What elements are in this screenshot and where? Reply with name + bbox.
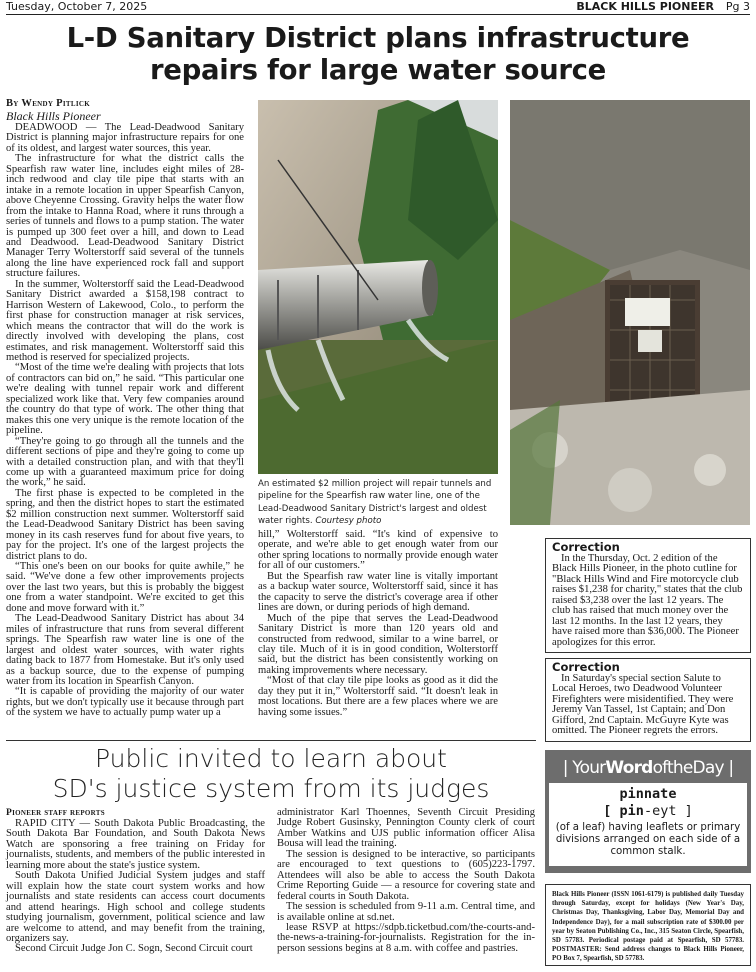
paragraph: South Dakota Unified Judicial System judges and staff will explain how the state court system works and how journalists and state residents can access court documents and attend hearings. High school and college students studying journalism, government, political science and law are welcome to attend, and may benefit from the training, organizers say.: [6, 870, 265, 944]
correction-title: Correction: [552, 540, 620, 554]
headline-line: Public invited to learn about: [95, 744, 447, 773]
paragraph: The session is designed to be interactive, so participants are encouraged to text questions to (605)223-1797. Attendees will also be able to access the South Dakota Crime Reporting Guide — a resource for covering state and federal courts in South Dakota.: [277, 848, 535, 902]
masthead-notice: Black Hills Pioneer (ISSN 1061-6179) is published daily Tuesday through Saturday, except for holidays (New Year's Day, Christmas Day, Thanksgiving, Labor Day, Memorial Day and Independence Day), for a mail subscription rate of $300.00 per year by Seaton Publishing Co., Inc., 315 Seaton Circle, Spearfish, SD 57783. Periodical postage paid at Spearfish, SD 57783. POSTMASTER: Send address changes to Black Hills Pioneer, PO Box 7, Spearfish, SD 57783.: [545, 884, 751, 966]
page-header: [6, 0, 750, 15]
story2-column-1: [6, 808, 265, 955]
title-part: Your: [572, 758, 606, 778]
pipeline-photo: [258, 100, 498, 474]
paragraph: The first phase is expected to be completed in the spring, and then the district hopes to start the estimated $2 million construction next summer. Wolterstorff said the Lead-Deadwood Sanitary District has been saving money in its cash reserves fund for about five years, to pay for the project. It's one of the largest projects the district plans to do.: [6, 487, 244, 562]
title-part: Word: [605, 758, 653, 778]
paragraph: hill,” Wolterstorff said. “It's kind of expensive to operate, and we're able to get enough water from our other spring locations to normally provide enough water for all of our customers.”: [258, 529, 498, 572]
pron-part: [: [603, 803, 620, 819]
byline-affiliation: Black Hills Pioneer: [6, 109, 101, 123]
paragraph: The infrastructure for what the district calls the Spearfish raw water line, includes eight miles of 28-inch redwood and clay tile pipe that starts with an intake in a remote location in upper Spearfish Canyon, above Cheyenne Crossing. Gravity helps the water flow from the intake to Hanna Road, where it runs through a series of tunnels and flows to a pump station. The water is pumped up 300 feet over a hill, and down to Lead and Deadwood. Lead-Deadwood Sanitary District Manager Terry Wolterstorff said several of the tunnels along the line have experienced rock fall and support structure failures.: [6, 153, 244, 280]
photo-caption: [258, 478, 498, 528]
title-part: oftheDay: [652, 758, 724, 778]
correction-text: In the Thursday, Oct. 2 edition of the Black Hills Pioneer, in the photo cutline for "Black Hills Wind and Fire motorcycle club raises $1,238 for charity," states that the club raised $3,238 over the last 12 years. The club has raised that much money over the last 12 months. In the last 12 years, they have raised more than $36,000. The Pioneer apologizes for this error.: [552, 553, 743, 648]
story1-column-1: [6, 98, 244, 719]
story1-headline: [0, 22, 756, 86]
word: pinnate: [619, 786, 677, 802]
paragraph: Second Circuit Judge Jon C. Sogn, Second Circuit court: [15, 943, 253, 955]
paragraph: The session is scheduled from 9-11 a.m. Central time, and is available online at sd.net.: [277, 901, 535, 923]
paragraph: “They're going to go through all the tunnels and the different sections of pipe and they're going to come up with a detailed construction plan, and with that they'll come up with a guaranteed maximum price for doing the work,” he said.: [6, 435, 244, 489]
page-number: Pg 3: [725, 0, 750, 13]
paragraph: But the Spearfish raw water line is vitally important as a backup water source, Wolterstorff said, since it has the capacity to serve the district's coverage area if other lines are down, or during periods of high demand.: [258, 570, 498, 614]
pron-part: -eyt ]: [643, 803, 693, 819]
correction-box-1: [545, 538, 751, 653]
paragraph: lease RSVP at https://sdpb.ticketbud.com/the-courts-and-the-news-a-training-for-journalists. Registration for the in-person sessions begins at 8 a.m. with coffee and pastries.: [277, 921, 535, 954]
definition: (of a leaf) having leaflets or primary divisions arranged on each side of a common stalk.: [555, 822, 741, 857]
paragraph: administrator Karl Thoennes, Seventh Circuit Presiding Judge Robert Gusinsky, Pennington County clerk of court Amber Watkins and UJS public information officer Alisa Bousa will lead the training.: [277, 807, 535, 850]
byline: Pioneer staff reports: [6, 808, 105, 818]
word-of-the-day-box: [545, 750, 751, 873]
article-body: [6, 123, 244, 719]
paper-name: BLACK HILLS PIONEER: [576, 0, 714, 13]
tunnel-gate-photo: [510, 100, 750, 525]
pronunciation: [549, 803, 747, 820]
paragraph: “This one's been on our books for quite awhile,” he said. “We've done a few other improvements projects over the last two years, but this is probably the biggest one from a water standpoint. We're excited to get this done and move forward with it.”: [6, 561, 244, 614]
paragraph: “It is capable of providing the majority of our water rights, but we don't typically use it because through part of the system we have to actually pump water up a: [6, 686, 244, 719]
paragraph: “Most of the time we're dealing with projects that lots of contractors can bid on,” he said. “This particular one we're dealing with tunnel repair work and different specialized work like that. Very few companies around the country do that type of work. The other thing that makes this one very unique is the remote location of the pipeline.: [6, 362, 244, 437]
paragraph: The Lead-Deadwood Sanitary District has about 34 miles of infrastructure that runs from several different springs. The Spearfish raw water line is one of the largest and oldest water sources, with water rights dating back to 1877 from Homestake. But it's only used as a backup source, due to the expense of pumping water from its location in Spearfish Canyon.: [6, 613, 244, 688]
correction-box-2: [545, 658, 751, 742]
paragraph: “Most of that clay tile pipe looks as good as it did the day they put it in,” Wolterstorff said. “It doesn't leak in most locations. But there are a few places where we are having some issues.”: [258, 675, 498, 718]
issue-date: Tuesday, October 7, 2025: [6, 0, 148, 13]
headline-line: repairs for large water source: [149, 54, 607, 86]
story1-column-2: [258, 530, 498, 718]
article-body: [6, 819, 265, 955]
photo-credit: Courtesy photo: [315, 516, 382, 527]
word-of-the-day-title: | YourWordoftheDay |: [562, 758, 734, 778]
section-divider: [6, 740, 536, 741]
byline: By Wendy Pitlick: [6, 98, 90, 109]
pron-part: pin: [619, 803, 644, 819]
caption-text: An estimated $2 million project will repair tunnels and pipeline for the Spearfish raw water line, one of the Lead-Deadwood Sanitary District's largest and oldest water rights.: [258, 479, 492, 527]
paragraph: DEADWOOD — The Lead-Deadwood Sanitary District is planning major infrastructure repairs for one of its oldest, and largest water sources, this year.: [6, 122, 244, 154]
correction-text: In Saturday's special section Salute to Local Heroes, two Deadwood Volunteer Firefighters were misidentified. They were Jeremy Van Tassel, 1st Captain; and Don Gifford, 2nd Captain. McGuyre Kyte was omitted. The Pioneer regrets the errors.: [552, 673, 734, 737]
paragraph: Much of the pipe that serves the Lead-Deadwood Sanitary District is more than 120 years old and constructed from redwood, similar to a wine barrel, or clay tile. Much of it is in good condition, Wolterstorff said, but the district has been consistently working on making improvements where necessary.: [258, 612, 498, 676]
correction-title: Correction: [552, 660, 620, 674]
paragraph: RAPID CITY — South Dakota Public Broadcasting, the South Dakota Bar Foundation, and South Dakota News Watch are sponsoring a free training on Friday for journalists, students, and members of the public interested in learning more about the state's justice system.: [6, 818, 265, 871]
headline-line: SD's justice system from its judges: [52, 774, 490, 803]
paragraph: In the summer, Wolterstorff said the Lead-Deadwood Sanitary District awarded a $158,198 contract to Harrison Western of Lakewood, Colo., to perform the first phase for construction manager at risk services, which means the contractor that will do the work is directly involved with developing the plans, cost estimates, and risk management. Wolterstorff said this method is reserved for specialized projects.: [6, 278, 244, 363]
headline-line: L-D Sanitary District plans infrastructure: [66, 22, 690, 54]
story2-headline: [6, 744, 536, 804]
story2-column-2: [277, 808, 535, 954]
